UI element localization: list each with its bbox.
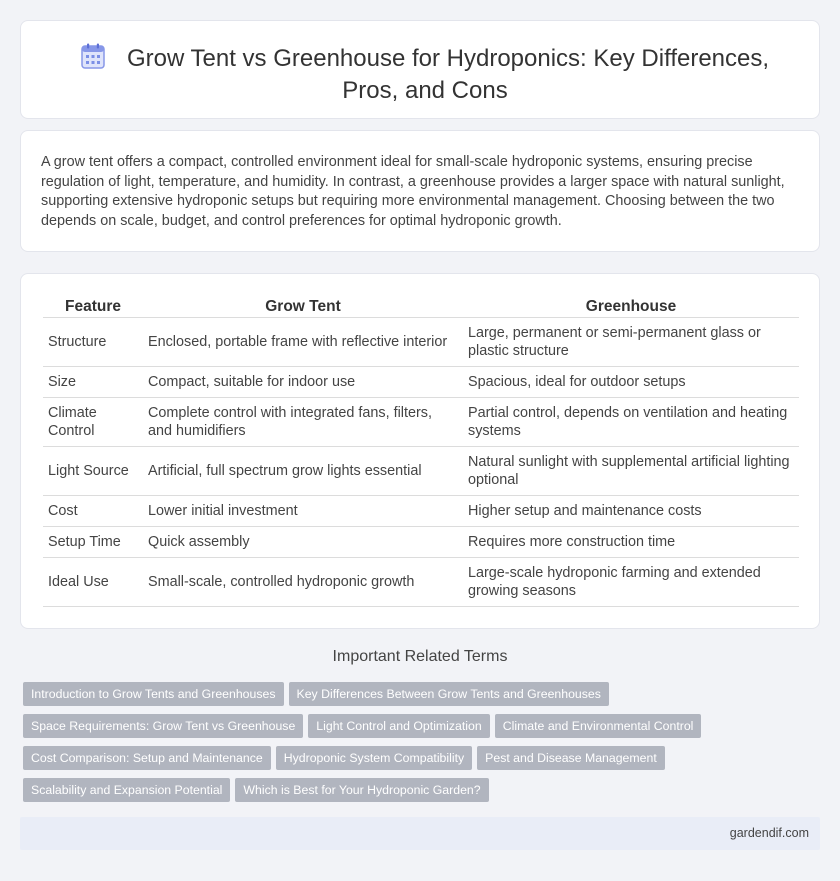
header-card (20, 20, 820, 119)
page-title: Grow Tent vs Greenhouse for Hydroponics: Key Differences, Pros, and Cons (126, 45, 770, 104)
table-row (43, 398, 799, 447)
table-row (43, 447, 799, 496)
related-terms-title: Important Related Terms (332, 648, 508, 665)
table-header-row (43, 296, 799, 318)
comparison-card (20, 273, 820, 629)
comparison-table (43, 296, 799, 607)
column-header-feature: Feature (43, 296, 143, 318)
greenhouse-cell: Natural sunlight with supplemental artificial lighting optional (463, 447, 799, 496)
footer (20, 817, 820, 850)
table-row (43, 558, 799, 607)
feature-cell: Ideal Use (43, 558, 143, 607)
grow-tent-cell: Small-scale, controlled hydroponic growth (143, 558, 463, 607)
feature-cell: Light Source (43, 447, 143, 496)
greenhouse-cell: Large, permanent or semi-permanent glass or plastic structure (463, 318, 799, 367)
column-header-greenhouse: Greenhouse (463, 296, 799, 318)
feature-cell: Size (43, 367, 143, 398)
related-term-tag[interactable]: Climate and Environmental Control (495, 714, 702, 738)
table-row (43, 527, 799, 558)
calendar-icon (81, 43, 105, 69)
related-term-tag[interactable]: Light Control and Optimization (308, 714, 489, 738)
related-term-tag[interactable]: Space Requirements: Grow Tent vs Greenhouse (23, 714, 303, 738)
table-row (43, 496, 799, 527)
feature-cell: Cost (43, 496, 143, 527)
greenhouse-cell: Higher setup and maintenance costs (463, 496, 799, 527)
greenhouse-cell: Partial control, depends on ventilation and heating systems (463, 398, 799, 447)
related-term-tag[interactable]: Key Differences Between Grow Tents and Greenhouses (289, 682, 609, 706)
related-term-tag[interactable]: Cost Comparison: Setup and Maintenance (23, 746, 271, 770)
grow-tent-cell: Complete control with integrated fans, filters, and humidifiers (143, 398, 463, 447)
grow-tent-cell: Lower initial investment (143, 496, 463, 527)
related-term-tag[interactable]: Hydroponic System Compatibility (276, 746, 472, 770)
footer-site-link[interactable]: gardendif.com (729, 826, 809, 840)
related-term-tag[interactable]: Scalability and Expansion Potential (23, 778, 230, 802)
grow-tent-cell: Artificial, full spectrum grow lights essential (143, 447, 463, 496)
greenhouse-cell: Large-scale hydroponic farming and extended growing seasons (463, 558, 799, 607)
table-row (43, 367, 799, 398)
grow-tent-cell: Enclosed, portable frame with reflective interior (143, 318, 463, 367)
grow-tent-cell: Compact, suitable for indoor use (143, 367, 463, 398)
feature-cell: Setup Time (43, 527, 143, 558)
greenhouse-cell: Requires more construction time (463, 527, 799, 558)
greenhouse-cell: Spacious, ideal for outdoor setups (463, 367, 799, 398)
page-title-container (51, 43, 799, 107)
related-term-tag[interactable]: Introduction to Grow Tents and Greenhouses (23, 682, 284, 706)
column-header-grow-tent: Grow Tent (143, 296, 463, 318)
related-term-tag[interactable]: Pest and Disease Management (477, 746, 665, 770)
feature-cell: Climate Control (43, 398, 143, 447)
intro-paragraph: A grow tent offers a compact, controlled environment ideal for small-scale hydroponic systems, ensuring precise regulation of light, temperature, and humidity. In contrast, a greenhouse provides a larger space with natural sunlight, supporting extensive hydroponic setups but requiring more environmental management. Choosing between the two depends on scale, budget, and control preferences for optimal hydroponic growth. (41, 154, 785, 229)
intro-card (20, 130, 820, 252)
related-term-tag[interactable]: Which is Best for Your Hydroponic Garden? (235, 778, 488, 802)
feature-cell: Structure (43, 318, 143, 367)
table-row (43, 318, 799, 367)
grow-tent-cell: Quick assembly (143, 527, 463, 558)
related-terms-list (23, 682, 823, 810)
